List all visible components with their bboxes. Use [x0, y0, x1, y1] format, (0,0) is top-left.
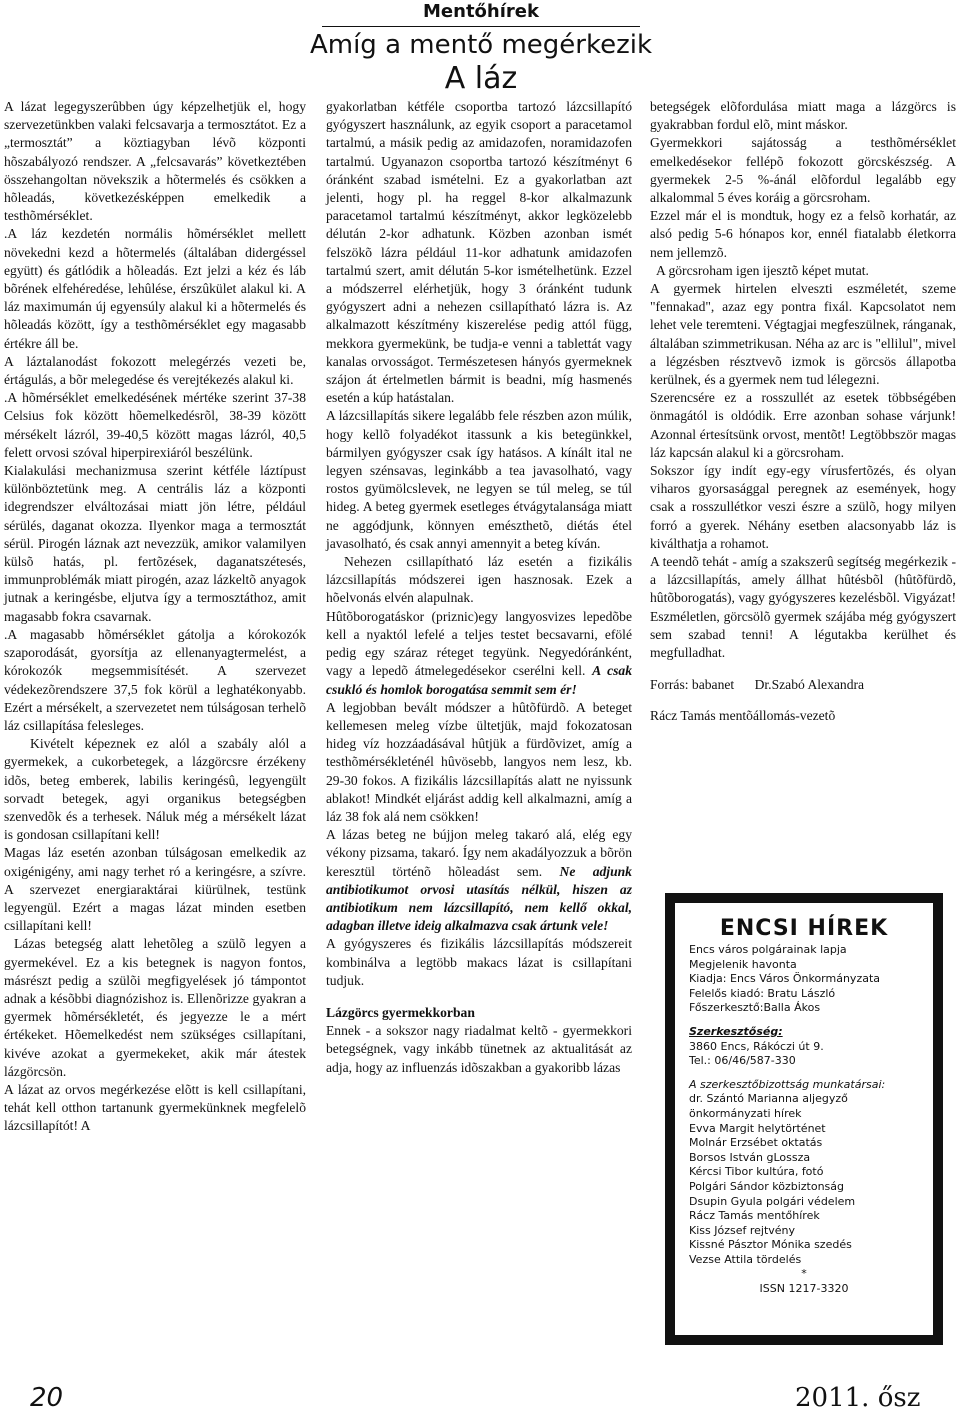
author-text: Dr.Szabó Alexandra	[754, 677, 865, 693]
article-subtitle: Amíg a mentő megérkezik	[309, 30, 653, 60]
board-member: Vezse Attila tördelés	[689, 1252, 802, 1266]
masthead-line: Főszerkesztő:Balla Ákos	[689, 1001, 821, 1015]
paragraph-text: A lázas beteg ne bújjon meleg takaró alá, elég egy vékony pizsama, takaró. Így nem akadályozzuk a bõrön keresztül történõ hõleadást sem.	[326, 827, 632, 879]
masthead-box	[665, 893, 943, 1345]
masthead-line: Megjelenik havonta	[689, 957, 797, 971]
board-member: önkormányzati hírek	[689, 1106, 802, 1120]
masthead-title: ENCSI HÍREK	[719, 916, 889, 941]
emphasis-text: Ne adjunk antibiotikumot orvosi utasítás nélkül, hiszen az antibiotikum nem lázcsillapító, nem kellő okkal, adagban illetve ideig alkalmazva csak ártunk vele!	[326, 863, 632, 934]
paragraph: Sokszor így indít egy-egy vírusfertõzés, és olyan viharos gyorsasággal peregnek az események, hogy csak a rosszullétkor veszi észre a szülõ, hogy milyen forró a gyerek. Néhány esetben alacsonyabb láz is kiválthatja a rohamot.	[650, 463, 956, 551]
credit-line: Rácz Tamás mentõállomás-vezetõ	[650, 707, 836, 723]
paragraph: Nehezen csillapítható láz esetén a fizikális lázcsillapítás módszerei igen hasznosak. Ezek a hõelvonás elvén alapulnak.	[326, 554, 632, 606]
paragraph	[326, 608, 632, 699]
address-line: Tel.: 06/46/587-330	[689, 1054, 796, 1068]
paragraph: Ennek - a sokszor nagy riadalmat keltõ - gyermekkori betegségnek, vagy inkább tünetnek az aktualitását az adja, hogy az influenzás idõszakban a gyakoribb lázas	[326, 1023, 632, 1075]
paragraph: Kivételt képeznek ez alól a szabály alól a gyermekek, a cukorbetegek, a lázgörcsre érzékeny idõs, beteg emberek, labilis keringésû, legyengült sorvadt betegek, agyi organikus betegségben szenvedõk és a terhesek. Náluk még a mérsékelt lázat is gondosan csillapítani kell!	[4, 736, 306, 843]
paragraph: A lázcsillapítás sikere legalább fele részben azon múlik, hogy kellõ folyadékot itassunk a kis betegünkkel, bármilyen gyógyszer csak így hatásos. A kínált ital ne legyen szénsavas, leginkább a tea javasolható, vagy rostos gyümölcslevek, ne legyen se túl meleg, se túl hideg. A beteg gyermek esetleges étvágytalansága miatt ne aggódjunk, könnyen emészthetõ, diétás étel javasolható, és csak annyi amennyit a beteg kíván.	[326, 408, 632, 551]
emphasis-text: A csak csukló és homlok borogatása semmit sem ér!	[326, 663, 632, 697]
separator: *	[801, 1267, 807, 1281]
board-member: Kissné Pásztor Mónika szedés	[689, 1238, 852, 1252]
paragraph: Gyermekkori sajátosság a testhõmérséklet emelkedésekor fellépõ fokozott görcskészség. A gyermekek 2-5 %-ánál elõfordul legalább egy alkalommal 5 éves koráig a görcsroham.	[650, 135, 956, 206]
paragraph: Ezzel már el is mondtuk, hogy ez a felsõ korhatár, az alsó pedig 5-6 hónapos kor, ennél fiatalabb életkorra nem jellemzõ.	[650, 208, 956, 260]
column-1	[4, 98, 306, 1136]
paragraph: A gyógyszeres és fizikális lázcsillapítás módszereit kombinálva a legtöbb makacs lázat is csillapítani tudjuk.	[326, 936, 632, 988]
paragraph: Kialakulási mechanizmusa szerint kétféle láztípust különböztetünk meg. A centrális láz a központi idegrendszer elváltozásai miatt jön létre, például sérülés, daganat okozza. Ilyenkor maga a termosztát sérül. Pirogén láznak azt nevezzük, amikor valamilyen külsõ hatás, pl. fertõzések, daganatszétesés, immunproblémák miatt pirogén, azaz lázkeltõ anyagok jutnak a keringésbe, eljutva így a termosztáthoz, amit magasabb fokra csavarnak.	[4, 463, 306, 624]
source-line	[650, 676, 956, 694]
section-header: Mentőhírek	[322, 0, 640, 27]
masthead-line: Encs város polgárainak lapja	[689, 943, 847, 956]
page-number: 20	[30, 1383, 64, 1413]
paragraph: A gyermek hirtelen elveszti eszméletét, szeme "fennakad", azaz egy pontra fixál. Kapcsolatot nem lehet vele teremteni. Végtagjai megfeszülnek, ránganak, általában szimmetrikusan. Néha az arc is "ellilul", mivel a légzésben résztvevõ izmok is görcsös állapotba kerülnek, és a gyermek nem tud lélegezni.	[650, 281, 956, 388]
board-member: Molnár Erzsébet oktatás	[689, 1136, 823, 1150]
board-member: Kiss József rejtvény	[689, 1223, 796, 1237]
paragraph: .A magasabb hõmérséklet gátolja a kórokozók szaporodását, gyorsítja az ellenanyagtermelést, a kórokozók megsemmisítését. A szervezet védekezõrendszere 37,5 fok körül a leghatékonyabb. Ezért a mérsékelt, a szervezetet nem túlságosan terhelõ láz csillapítása felesleges.	[4, 626, 306, 733]
board-label: A szerkesztőbizottság munkatársai:	[689, 1077, 886, 1091]
paragraph: Lázas betegség alatt lehetõleg a szülõ legyen a gyermekével. Ez a kis betegnek is nagyon fontos, másrészt pedig a szülõi megfigyelések jó támpontot adnak a késõbbi diagnózishoz is. Ellenõrizze gyakran a gyermek hõmérsékletét, és jegyezze le a mért értékeket. Hõemelkedést nem szükséges csillapítani, kivéve azokat a gyermekeket, akik már átestek lázgörcsön.	[4, 936, 306, 1079]
article-title: A láz	[444, 61, 518, 96]
paragraph: Magas láz esetén azonban túlságosan emelkedik az oxigénigény, ami nagy terhet ró a keringésre, a szívre. A szervezet energiaraktárai kiürülnek, testünk legyengül. Ezért a magas lázat minden esetben csillapítani kell!	[4, 845, 306, 934]
paragraph: .A láz kezdetén normális hõmérséklet mellett növekedni kezd a hõtermelés (általában didergéssel együtt) és gátlódik a hõleadás. Ezt jelzi a kéz és láb bõrének elfehéredése, lehûlése, érszûkület alakul ki. A láz maximumán új egyensúly alakul ki a hõtermelés és hõleadás között, így a testhõmérséklet egy magasabb értékre áll be.	[4, 226, 306, 351]
paragraph: A görcsroham igen ijesztõ képet mutat.	[656, 262, 869, 278]
issue-label: 2011. ősz	[795, 1383, 921, 1413]
masthead-line: Felelős kiadó: Bratu László	[689, 986, 836, 1000]
paragraph: A legjobban bevált módszer a hûtõfürdõ. A beteget kellemesen meleg vízbe ültetjük, majd fokozatosan hideg víz hozzáadásával hûtjük a fürdõvizet, amíg a testhõmérsékleténél hûvösebb, langyos nem lesz, kb. 29-30 fokos. A fizikális lázcsillapítás alatt ne nyissunk ablakot! Mindkét eljárást addig kell alkalmazni, amíg a láz 38 fok alá nem csökken!	[326, 699, 632, 824]
board-member: Polgári Sándor közbiztonság	[689, 1179, 845, 1193]
paragraph: A lázat legegyszerûbben úgy képzelhetjük el, hogy szervezetünkben valaki felcsavarja a termosztátot. Ez a „termosztát” a köztiagyban lévõ központi hõszabályozó rendszer. A „felcsavarás” következtében összehangoltan növekszik a hõtermelés és csökken a hõleadás, következésképpen emelkedik a testhõmérséklet.	[4, 99, 306, 224]
board-member: Dsupin Gyula polgári védelem	[689, 1194, 856, 1208]
paragraph: A láztalanodást fokozott melegérzés vezeti be, értágulás, a bõr melegedése és verejtékezés alakul ki.	[4, 353, 306, 388]
board-member: Evva Margit helytörténet	[689, 1121, 826, 1135]
paragraph: betegségek elõfordulása miatt maga a lázgörcs is gyakrabban fordul elõ, mint máskor.	[650, 99, 956, 133]
column-3	[650, 98, 956, 725]
paragraph: Szerencsére ez a rosszullét az esetek többségében önmagától is oldódik. Erre azonban sohase várjunk! Azonnal értesítsünk orvost, mentõt! Legtöbbször magas láz kapcsán alakul ki a görcsroham.	[650, 390, 956, 460]
paragraph-text: Hûtõborogatáskor (priznic)egy langyosvizes lepedõbe kell a nyaktól lefelé a teljes testet becsavarni, efölé pedig egy száraz réteget tegyünk. Negyedóránként, vagy a lepedõ átmelegedésekor cserélni kell.	[326, 608, 632, 679]
paragraph	[326, 826, 632, 935]
paragraph: A teendõ tehát - amíg a szakszerû segítség megérkezik - a lázcsillapítás, amely állhat hûtésbõl (hûtõfürdõ, hûtõborogatás), vagy gyógyszeres kezelésbõl. Vigyázat! Eszméletlen, görcsölõ gyermek szájába még gyógyszert sem szabad tenni! A légutakba kerülhet és megfulladhat.	[650, 554, 956, 661]
column-2	[326, 98, 632, 1077]
paragraph: gyakorlatban kétféle csoportba tartozó lázcsillapító gyógyszert használunk, az egyik csoport a paracetamol tartalmú, a másik pedig az amidazofen, noramidazofen tartalmú. Ugyanazon csoportba tartozó készítményt 6 óránként szabad ismételni. Ez a gyakorlatban azt jelenti, hogy pl. ha reggel 8-kor alkalmazunk paracetamol tartalmú készítményt, akkor legközelebb délután 2-kor adhatunk. Közben azonban ismét felszökõ lázra például 11-kor adhatunk amidazofen tartalmú szert, amit délután 5-kor ismételhetünk. Ezzel a módszerrel elérhetjük, hogy 3 óránként tudunk gyógyszert adni a nehezen csillapítható lázra is. Az alkalmazott készítmény kiszerelése pedig attól függ, mekkora gyermekünk, be tudja-e venni a tablettát vagy kanalas orvosságot. Természetesen hányós gyermeknek szájon át értelmetlen bármit is beadni, míg hasmenés esetén a kúp hatástalan.	[326, 99, 632, 406]
board-member: Borsos István gLossza	[689, 1150, 811, 1164]
board-member: Kércsi Tibor kultúra, fotó	[689, 1165, 824, 1179]
board-member: Rácz Tamás mentőhírek	[689, 1209, 820, 1223]
address-line: 3860 Encs, Rákóczi út 9.	[689, 1039, 824, 1053]
paragraph: .A hõmérséklet emelkedésének mértéke szerint 37-38 Celsius fok között hõemelkedésrõl, 38-39 között mérsékelt lázról, 39-40,5 között magas lázról, 40,5 felett orvosi szóval hiperpirexiáról beszélünk.	[4, 390, 306, 460]
editorial-label: Szerkesztőség:	[689, 1024, 783, 1038]
issn: ISSN 1217-3320	[759, 1282, 849, 1296]
section-heading: Lázgörcs gyermekkorban	[326, 1004, 475, 1020]
board-member: dr. Szántó Marianna aljegyző	[689, 1092, 848, 1106]
source-text: Forrás: babanet	[650, 677, 735, 693]
masthead-content	[675, 903, 933, 1335]
masthead-line: Kiadja: Encs Város Önkormányzata	[689, 972, 881, 986]
paragraph: A lázat az orvos megérkezése elõtt is kell csillapítani, tehát kell otthon tartanunk gyermekünknek megfelelõ lázcsillapítót! A	[4, 1081, 306, 1134]
